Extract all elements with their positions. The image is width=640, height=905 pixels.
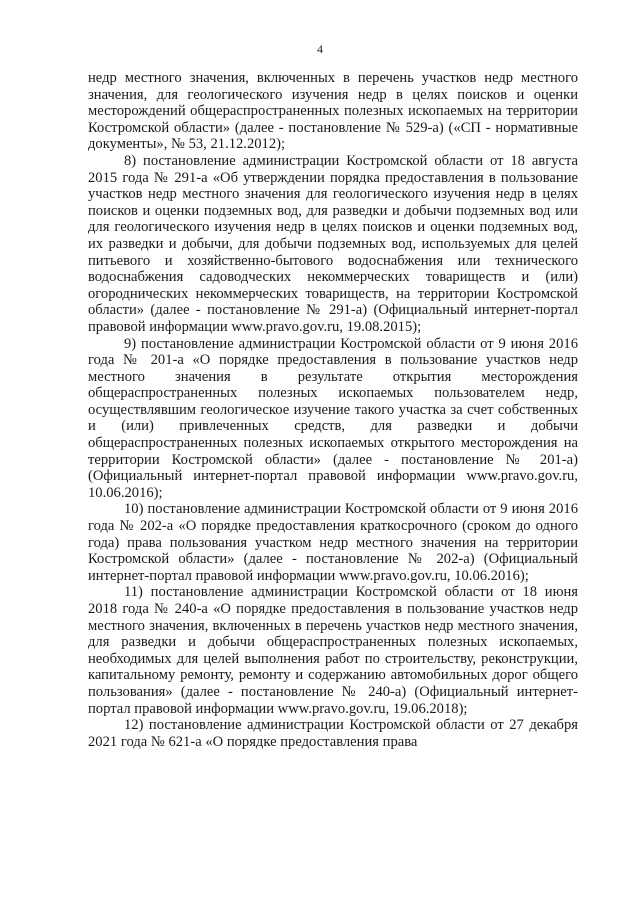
paragraph-item-10: 10) постановление администрации Костромской области от 9 июня 2016 года № 202-а «О порядке предоставления краткосрочного (сроком до одного года) права пользования участком недр местного значения на территории Костромской области» (далее - постановление № 202-а) (Официальный интернет-портал правовой информации www.pravo.gov.ru, 10.06.2016); xyxy=(88,501,578,584)
paragraph-item-11: 11) постановление администрации Костромской области от 18 июня 2018 года № 240-а «О порядке предоставления в пользование участков недр местного значения, включенных в перечень участков недр местного значения, для разведки и добычи общераспространенных полезных ископаемых, необходимых для целей выполнения работ по строительству, реконструкции, капитальному ремонту, ремонту и содержанию автомобильных дорог общего пользования» (далее - постановление № 240-а) (Официальный интернет-портал правовой информации www.pravo.gov.ru, 19.06.2018); xyxy=(88,584,578,717)
page-number: 4 xyxy=(317,42,323,56)
paragraph-item-12: 12) постановление администрации Костромской области от 27 декабря 2021 года № 621-а «О порядке предоставления права xyxy=(88,717,578,750)
paragraph-item-8: 8) постановление администрации Костромской области от 18 августа 2015 года № 291-а «Об утверждении порядка предоставления в пользование участков недр местного значения для геологического изучения недр в целях поисков и оценки подземных вод, для разведки и добычи подземных вод или для геологического изучения недр в целях поисков и оценки подземных вод, их разведки и добычи, для добычи подземных вод, используемых для целей питьевого и хозяйственно-бытового водоснабжения или технического водоснабжения садоводческих некоммерческих товариществ и (или) огороднических некоммерческих товариществ, на территории Костромской области» (далее - постановление № 291-а) (Официальный интернет-портал правовой информации www.pravo.gov.ru, 19.08.2015); xyxy=(88,152,578,335)
document-body xyxy=(88,70,578,750)
paragraph-item-9: 9) постановление администрации Костромской области от 9 июня 2016 года № 201-а «О порядке предоставления в пользование участков недр местного значения в результате открытия месторождения общераспространенных полезных ископаемых пользователем недр, осуществлявшим геологическое изучение такого участка за счет собственных и (или) привлеченных средств, для разведки и добычи общераспространенных полезных ископаемых открытого месторождения на территории Костромской области» (далее - постановление № 201-а) (Официальный интернет-портал правовой информации www.pravo.gov.ru, 10.06.2016); xyxy=(88,335,578,501)
paragraph-continuation: недр местного значения, включенных в перечень участков недр местного значения, для геологического изучения недр в целях поисков и оценки месторождений общераспространенных полезных ископаемых на территории Костромской области» (далее - постановление № 529-а) («СП - нормативные документы», № 53, 21.12.2012); xyxy=(88,70,578,153)
